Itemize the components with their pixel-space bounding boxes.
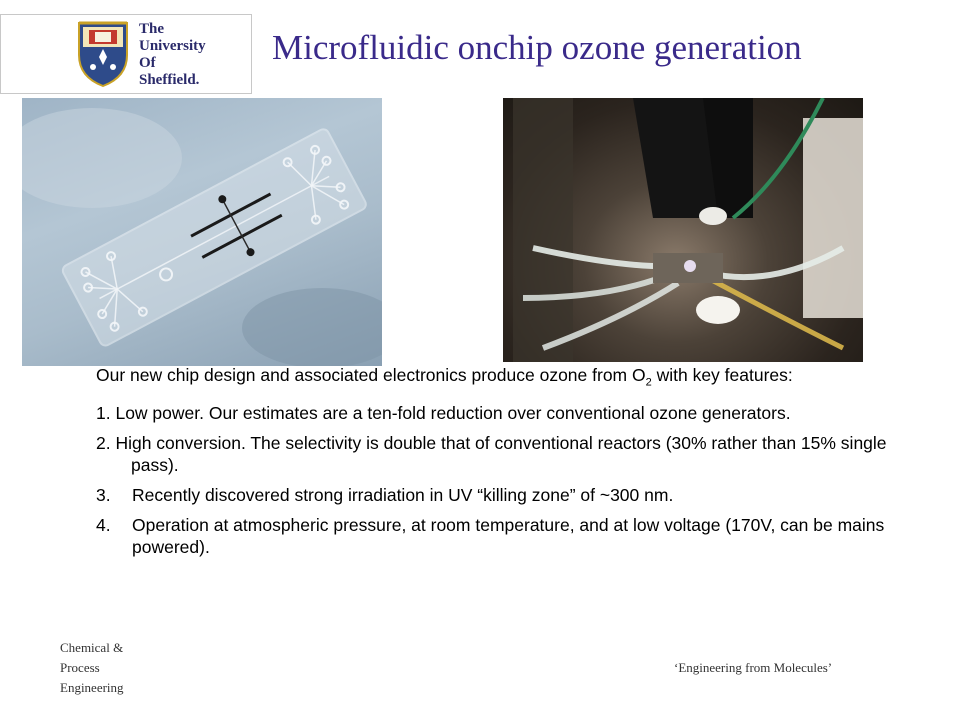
intro-text-2: with key features: xyxy=(651,365,793,385)
university-name xyxy=(139,21,206,89)
intro-paragraph xyxy=(96,364,922,394)
intro-text-1: Our new chip design and associated electronics produce ozone from O xyxy=(96,365,646,385)
intro-subscript: 2 xyxy=(645,376,652,389)
department-line-1: Chemical & xyxy=(60,640,124,655)
tagline-footer: ‘Engineering from Molecules’ xyxy=(674,660,833,675)
logo-line-1: The xyxy=(139,21,165,37)
feature-item-4-number: 4. xyxy=(96,514,111,535)
feature-item-3 xyxy=(96,484,922,506)
microfluidic-chip-photo xyxy=(22,98,382,366)
department-line-2: Process xyxy=(60,660,100,675)
department-footer xyxy=(60,638,124,698)
logo-line-3: Of xyxy=(139,55,156,71)
body-text xyxy=(96,364,922,566)
slide-title: Microfluidic onchip ozone generation xyxy=(272,28,802,67)
feature-item-4-text: Operation at atmospheric pressure, at room temperature, and at low voltage (170V, can be mains powered). xyxy=(132,514,885,557)
logo-line-4: Sheffield. xyxy=(139,72,200,88)
feature-item-2: 2. High conversion. The selectivity is double that of conventional reactors (30% rather than 15% single pass). xyxy=(96,432,887,475)
feature-item-3-number: 3. xyxy=(96,484,111,505)
department-line-3: Engineering xyxy=(60,680,124,695)
feature-item-3-text: Recently discovered strong irradiation in UV “killing zone” of ~300 nm. xyxy=(132,484,674,505)
logo-line-2: University xyxy=(139,38,206,54)
feature-item-1: 1. Low power. Our estimates are a ten-fold reduction over conventional ozone generators. xyxy=(96,402,791,423)
feature-item-4 xyxy=(96,514,922,558)
university-crest-icon xyxy=(75,19,131,89)
university-logo xyxy=(0,14,252,94)
ozone-generator-setup-photo xyxy=(503,98,863,362)
